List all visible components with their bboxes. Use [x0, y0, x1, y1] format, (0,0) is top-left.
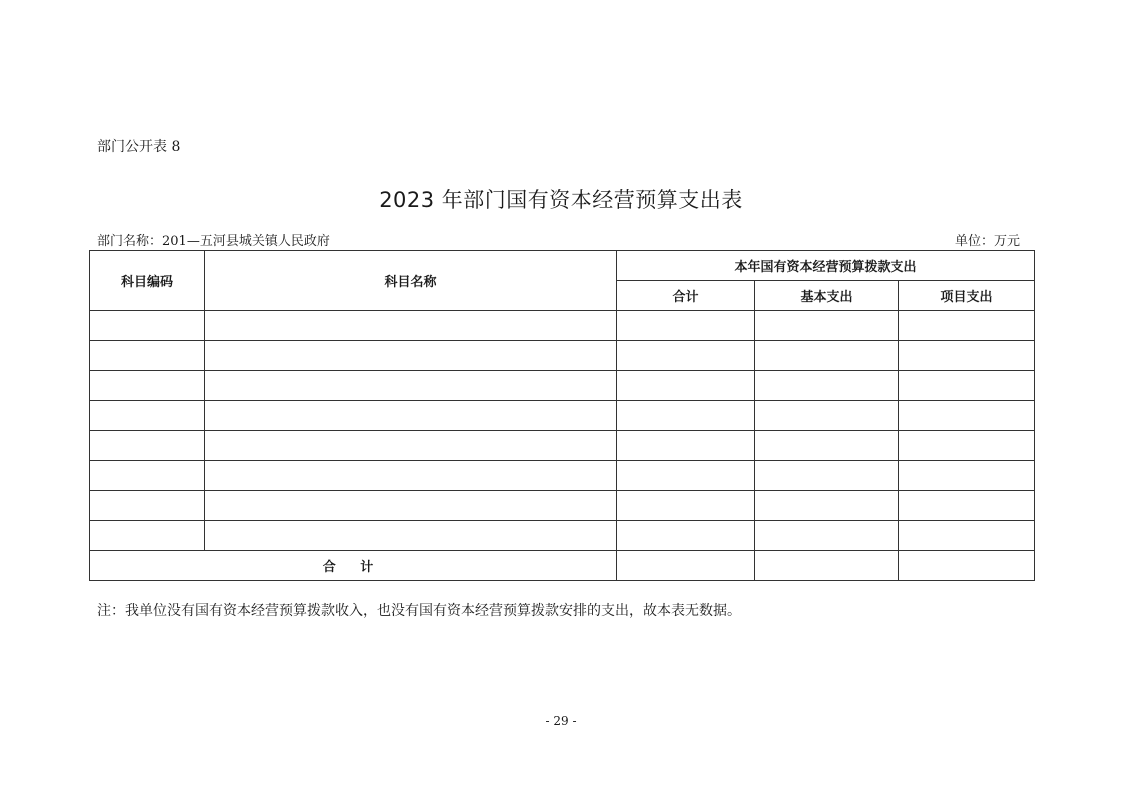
page-number: - 29 -: [545, 714, 577, 728]
table-row: [90, 371, 1035, 401]
cell-name: [205, 431, 617, 461]
table-row: [90, 521, 1035, 551]
cell-project: [899, 461, 1035, 491]
cell-code: [90, 311, 205, 341]
cell-name: [205, 461, 617, 491]
col-header-name: 科目名称: [205, 251, 617, 311]
cell-code: [90, 401, 205, 431]
total-cell-total: [617, 551, 755, 581]
cell-total: [617, 371, 755, 401]
cell-code: [90, 341, 205, 371]
cell-name: [205, 341, 617, 371]
cell-total: [617, 521, 755, 551]
table-row: [90, 431, 1035, 461]
cell-name: [205, 371, 617, 401]
cell-total: [617, 461, 755, 491]
cell-project: [899, 521, 1035, 551]
cell-project: [899, 371, 1035, 401]
cell-project: [899, 311, 1035, 341]
col-header-code: 科目编码: [90, 251, 205, 311]
cell-total: [617, 401, 755, 431]
page-title: 2023 年部门国有资本经营预算支出表: [379, 188, 743, 212]
cell-total: [617, 341, 755, 371]
cell-code: [90, 491, 205, 521]
col-header-project: 项目支出: [899, 281, 1035, 311]
cell-name: [205, 491, 617, 521]
table-row: [90, 341, 1035, 371]
cell-basic: [755, 311, 899, 341]
cell-basic: [755, 341, 899, 371]
cell-basic: [755, 431, 899, 461]
budget-table: [89, 250, 1035, 581]
total-cell-basic: [755, 551, 899, 581]
group-header: 本年国有资本经营预算拨款支出: [617, 251, 1035, 281]
col-header-basic: 基本支出: [755, 281, 899, 311]
department-label: 部门名称：201—五河县城关镇人民政府: [97, 234, 330, 249]
cell-project: [899, 401, 1035, 431]
table-row: [90, 461, 1035, 491]
cell-project: [899, 341, 1035, 371]
total-row: [90, 551, 1035, 581]
cell-name: [205, 311, 617, 341]
table-header-row: [90, 251, 1035, 281]
cell-code: [90, 461, 205, 491]
cell-basic: [755, 371, 899, 401]
cell-code: [90, 521, 205, 551]
cell-basic: [755, 401, 899, 431]
cell-project: [899, 431, 1035, 461]
total-cell-project: [899, 551, 1035, 581]
cell-basic: [755, 461, 899, 491]
cell-code: [90, 371, 205, 401]
col-header-total: 合计: [617, 281, 755, 311]
cell-name: [205, 401, 617, 431]
cell-total: [617, 311, 755, 341]
table-row: [90, 401, 1035, 431]
footnote: 注：我单位没有国有资本经营预算拨款收入，也没有国有资本经营预算拨款安排的支出，故本表无数据。: [97, 603, 741, 619]
unit-label: 单位：万元: [954, 234, 1020, 249]
cell-basic: [755, 491, 899, 521]
cell-project: [899, 491, 1035, 521]
total-label: 合 计: [90, 551, 617, 581]
cell-basic: [755, 521, 899, 551]
table-row: [90, 311, 1035, 341]
cell-code: [90, 431, 205, 461]
cell-total: [617, 431, 755, 461]
table-row: [90, 491, 1035, 521]
form-number: 部门公开表 8: [97, 139, 181, 155]
cell-name: [205, 521, 617, 551]
cell-total: [617, 491, 755, 521]
